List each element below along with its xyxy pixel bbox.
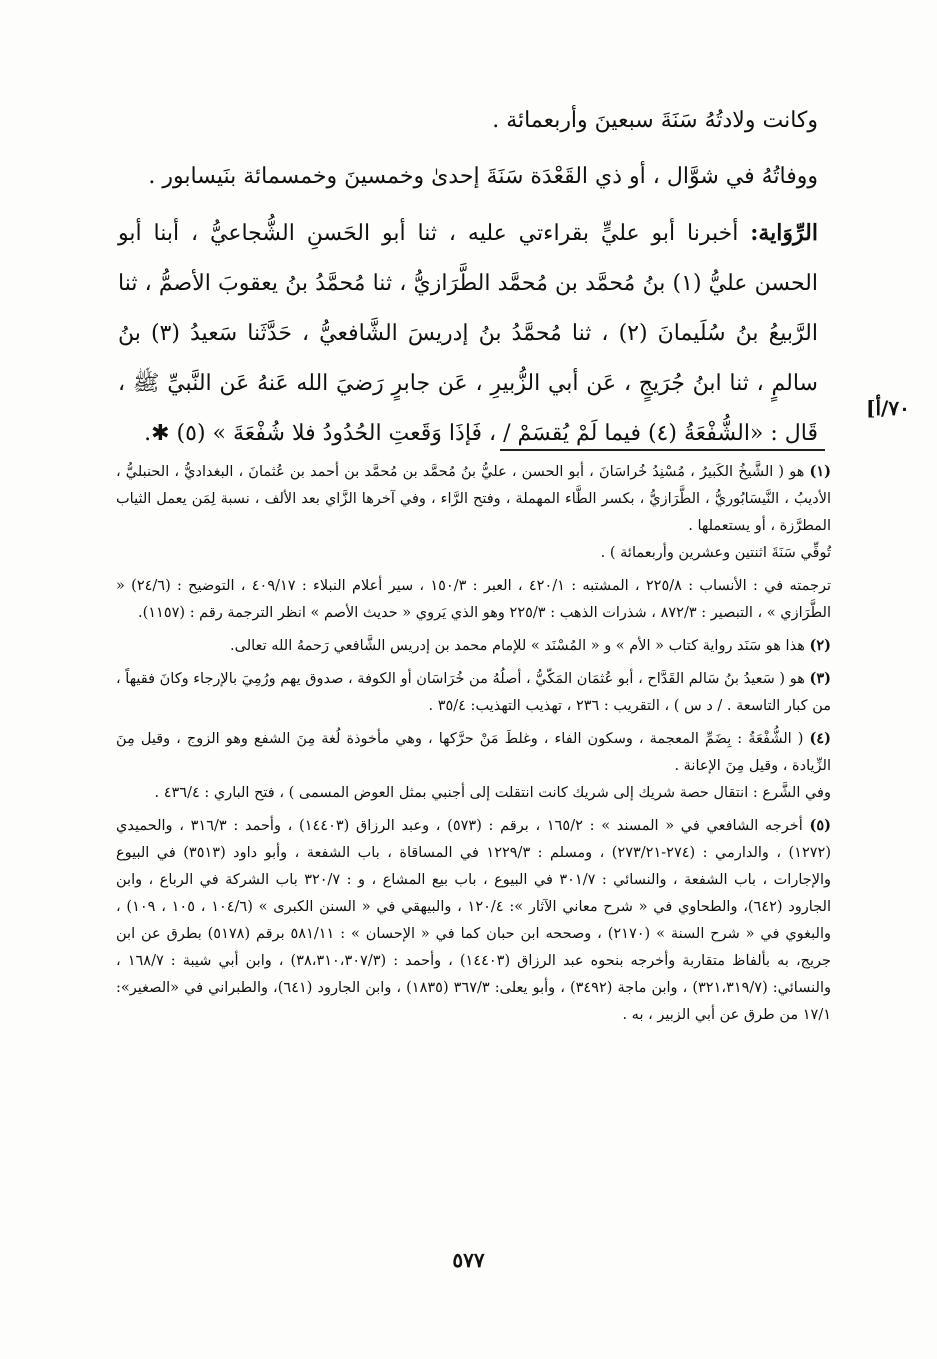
footnote-text: هذا هو سَنَد رواية كتاب « الأم » و « المُسْنَد » للإمام محمد بن إدريس الشَّافعي رَحمهُ الله تعالى. [230, 638, 805, 654]
footnote-4 [116, 725, 831, 807]
footnote-number: (٣) [809, 670, 832, 687]
footnote-number: (٥) [809, 817, 832, 834]
footnote-separator [500, 449, 825, 451]
footnote-number: (٤) [809, 730, 831, 747]
footnote-text: أخرجه الشافعي في « المسند » : ١٦٥/٢ ، برقم : (٥٧٣) ، وعبد الرزاق (١٤٤٠٣) ، وأحمد : ٣١٦/٣ ، والحميدي (١٢٧٢) ، والدارمي : (٢٧٤-٢٧٣/٢١) ، ومسلم : ١٢٢٩/٣ في المساقاة ، باب الشفعة ، وأبو داود (٣٥١٣) في البيوع والإجارات ، باب الشفعة ، والنسائي : ٣٠١/٧ في البيوع ، باب بيع المشاع ، و : ٣٢٠/٧ باب الشركة في الرباع ، وابن الجارود (٦٤٢)، والطحاوي في « شرح معاني الآثار »: ١٢٠/٤ ، والبيهقي في « السنن الكبرى » (١٠٤/٦ ، ١٠٥ ، ١٠٩) ، والبغوي في « شرح السنة » (٢١٧٠) ، وصححه ابن حبان كما في « الإحسان » : ٥٨١/١١ برقم (٥١٧٨) بطرق عن ابن جريج، به بألفاظ متقاربة وأخرجه بنحوه عبد الرزاق (١٤٤٠٣) ، وأحمد : (٣٨،٣١٠،٣٠٧/٣) ، وابن أبي شيبة : ١٦٨/٧ ، والنسائي: (٣٢١،٣١٩/٧) ، وابن ماجة (٣٤٩٢) ، وأبو يعلى: ٣٦٧/٣ (١٨٣٥) ، وابن الجارود (٦٤١)، والطبراني في «الصغير»: ١٧/١ من طرق عن أبي الزبير ، به . [116, 818, 832, 1023]
riwaya-text: أخبرنا أبو عليٍّ بقراءتي عليه ، ثنا أبو الحَسنِ الشُّجاعيُّ ، أبنا أبو الحسن عليُّ (١) بنُ مُحمَّد بن مُحمَّد الطَّرَازيُّ ، ثنا مُحمَّدُ بنُ يعقوبَ الأصمُّ ، ثنا الرَّبيعُ بنُ سُلَيمانَ (٢) ، ثنا مُحمَّدُ بنُ إدريسَ الشَّافعيُّ ، حَدَّثَنا سَعيدُ (٣) بنُ سالمٍ ، ثنا ابنُ جُرَيجٍ ، عَن أبي الزُّبيرِ ، عَن جابرٍ رَضيَ الله عَنهُ عَن النَّبيِّ ﷺ ، قَال : «الشُّفْعَةُ (٤) فيما لَمْ يُقسَمْ / ، فَإذَا وَقَعتِ الحُدُودُ فلا شُفْعَةَ » (٥) ✱. [118, 221, 818, 446]
footnote-text: ترجمته في : الأنساب : ٢٢٥/٨ ، المشتبه : ٤٢٠/١ ، العبر : ١٥٠/٣ ، سير أعلام النبلاء : ٤٠٩/١٧ ، التوضيح : (٢٤/٦) « الطَّرَازي » ، التبصير : ٨٧٢/٣ ، شذرات الذهب : ٢٢٥/٣ وهو الذي يَروي « حديث الأصم » انظر الترجمة رقم : (١١٥٧). [116, 578, 831, 621]
footnote-text: هو ( سَعيدُ بنُ سَالم القَدَّاح ، أبو عُثمَان المَكّيُّ ، أصلُهُ من خُرَاسَان أو الكوفة ، صدوق يهم ورُمِيَ بالإرجاء وكانَ فقيهاً ، من كبار التاسعة . / د س ) ، التقريب : ٢٣٦ ، تهذيب التهذيب: ٣٥/٤ . [116, 671, 831, 714]
page-number: ٥٧٧ [452, 1248, 485, 1272]
manuscript-folio-marker: ٧٠/أ] [866, 396, 910, 420]
riwaya-paragraph [118, 208, 818, 459]
footnotes [116, 458, 831, 1034]
footnote-number: (٢) [809, 637, 831, 654]
death-line: ووفاتُهُ في شوَّال ، أو ذي القَعْدَة سَنَةَ إحدىٰ وخمسينَ وخمسمائة بنَيسابور . [148, 164, 818, 189]
footnote-5 [116, 812, 831, 1029]
footnote-number: (١) [809, 463, 832, 480]
footnote-text: ( الشُّفْعَةُ : بِضَمِّ المعجمة ، وسكون الفاء ، وغلطَ مَنْ حرَّكها ، وهي مأخوذة لُغة مِنَ الشفع وهو الزوج ، وقيل مِنَ الزِّيادة ، وقيل مِنَ الإعانة . [116, 731, 831, 774]
footnote-2 [116, 632, 831, 660]
footnote-text: تُوفِّي سَنَةَ اثنتين وعشرين وأربعمائة ) . [600, 545, 831, 561]
footnote-text: وفي الشَّرع : انتقال حصة شريك إلى شريك كانت انتقلت إلى أجنبي بمثل العوض المسمى ) ، فتح الباري : ٤٣٦/٤ . [154, 785, 831, 801]
footnote-1 [116, 458, 831, 627]
main-text [118, 96, 818, 459]
footnote-text: هو ( الشَّيخُ الكَبيرُ ، مُسْنِدُ خُراسَانَ ، أبو الحسن ، عليُّ بنُ مُحمَّد بن مُحمَّد بن أحمد بن عُثمانَ ، البغداديُّ ، الحنبليُّ ، الأديبُ ، النَّيسَابُوريُّ ، الطَّرَازيُّ ، بكسر الطَّاء المهملة ، وفتح الرَّاء ، وفي آخرها الزَّاي بعد الألف ، نسبة لِمَن يعمل الثياب المطرَّزة ، أو يستعملها . [116, 464, 831, 534]
birth-line: وكانت ولادتُهُ سَنَةَ سبعينَ وأربعمائة . [492, 108, 818, 133]
riwaya-label: الرِّوَاية: [750, 220, 818, 246]
footnote-3 [116, 665, 831, 720]
